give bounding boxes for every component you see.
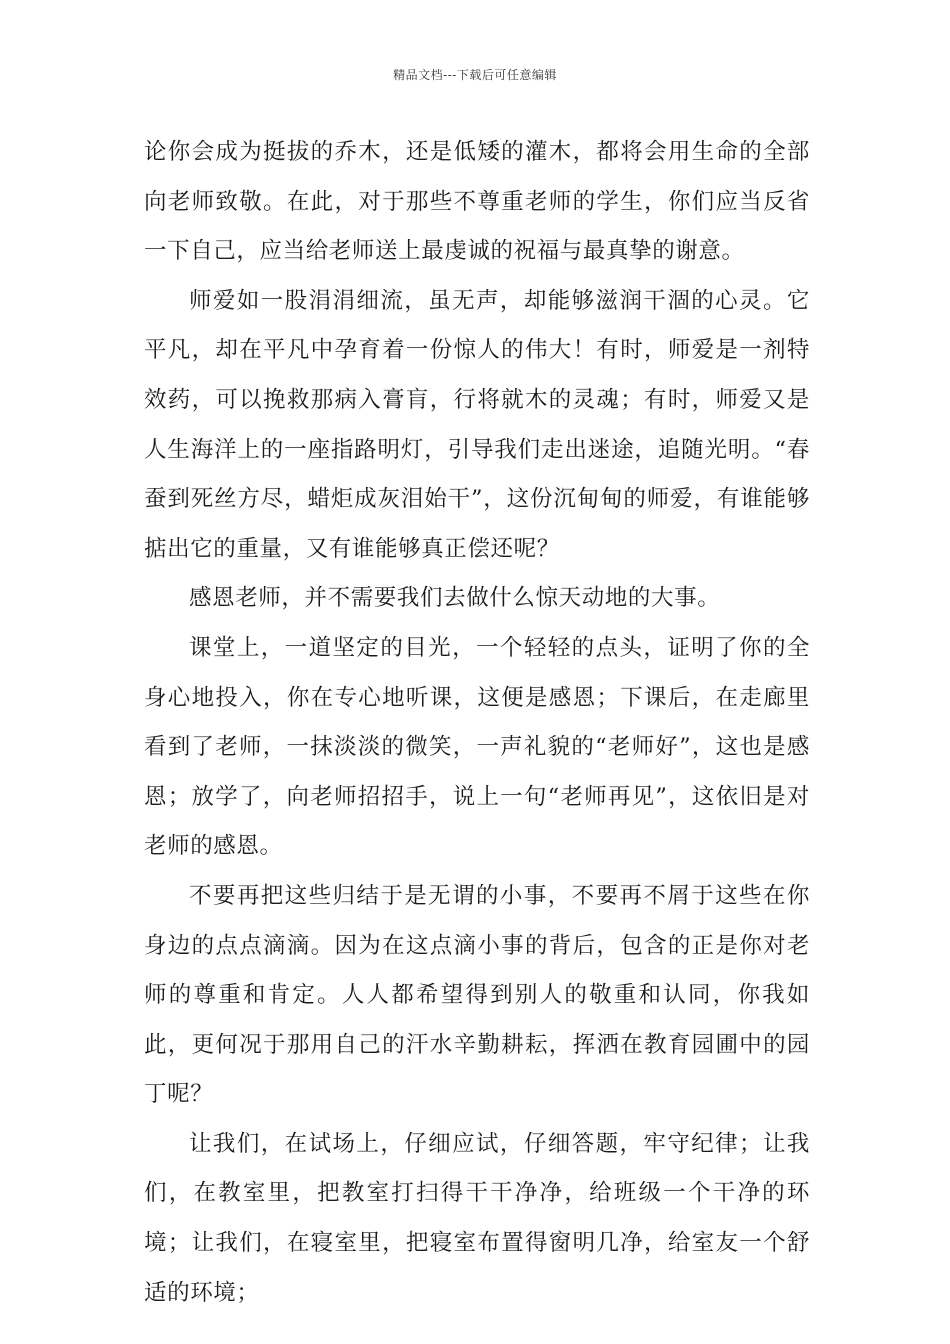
paragraph-2: 师爱如一股涓涓细流，虽无声，却能够滋润干涸的心灵。它平凡，却在平凡中孕育着一份惊人的伟大！有时，师爱是一剂特效药，可以挽救那病入膏肓，行将就木的灵魂；有时，师爱又是人生海洋上的一座指路明灯，引导我们走出迷途，追随光明。“春蚕到死丝方尽，蜡炬成灰泪始干”，这份沉甸甸的师爱，有谁能够掂出它的重量，又有谁能够真正偿还呢？ bbox=[144, 287, 810, 562]
paragraph-1: 论你会成为挺拔的乔木，还是低矮的灌木，都将会用生命的全部向老师致敬。在此，对于那些不尊重老师的学生，你们应当反省一下自己，应当给老师送上最虔诚的祝福与最真挚的谢意。 bbox=[144, 139, 810, 265]
page-header: 精品文档---下载后可任意编辑 bbox=[393, 68, 557, 82]
document-body bbox=[144, 128, 810, 1318]
paragraph-4: 课堂上，一道坚定的目光，一个轻轻的点头，证明了你的全身心地投入，你在专心地听课，这便是感恩；下课后，在走廊里看到了老师，一抹淡淡的微笑，一声礼貌的“老师好”，这也是感恩；放学了，向老师招招手，说上一句“老师再见”，这依旧是对老师的感恩。 bbox=[144, 634, 810, 860]
paragraph-5: 不要再把这些归结于是无谓的小事，不要再不屑于这些在你身边的点点滴滴。因为在这点滴小事的背后，包含的正是你对老师的尊重和肯定。人人都希望得到别人的敬重和认同，你我如此，更何况于那用自己的汗水辛勤耕耘，挥洒在教育园圃中的园丁呢？ bbox=[144, 882, 810, 1108]
paragraph-3: 感恩老师，并不需要我们去做什么惊天动地的大事。 bbox=[189, 585, 721, 612]
paragraph-6: 让我们，在试场上，仔细应试，仔细答题，牢守纪律；让我们，在教室里，把教室打扫得干干净净，给班级一个干净的环境；让我们，在寝室里，把寝室布置得窗明几净，给室友一个舒适的环境； bbox=[144, 1130, 810, 1306]
